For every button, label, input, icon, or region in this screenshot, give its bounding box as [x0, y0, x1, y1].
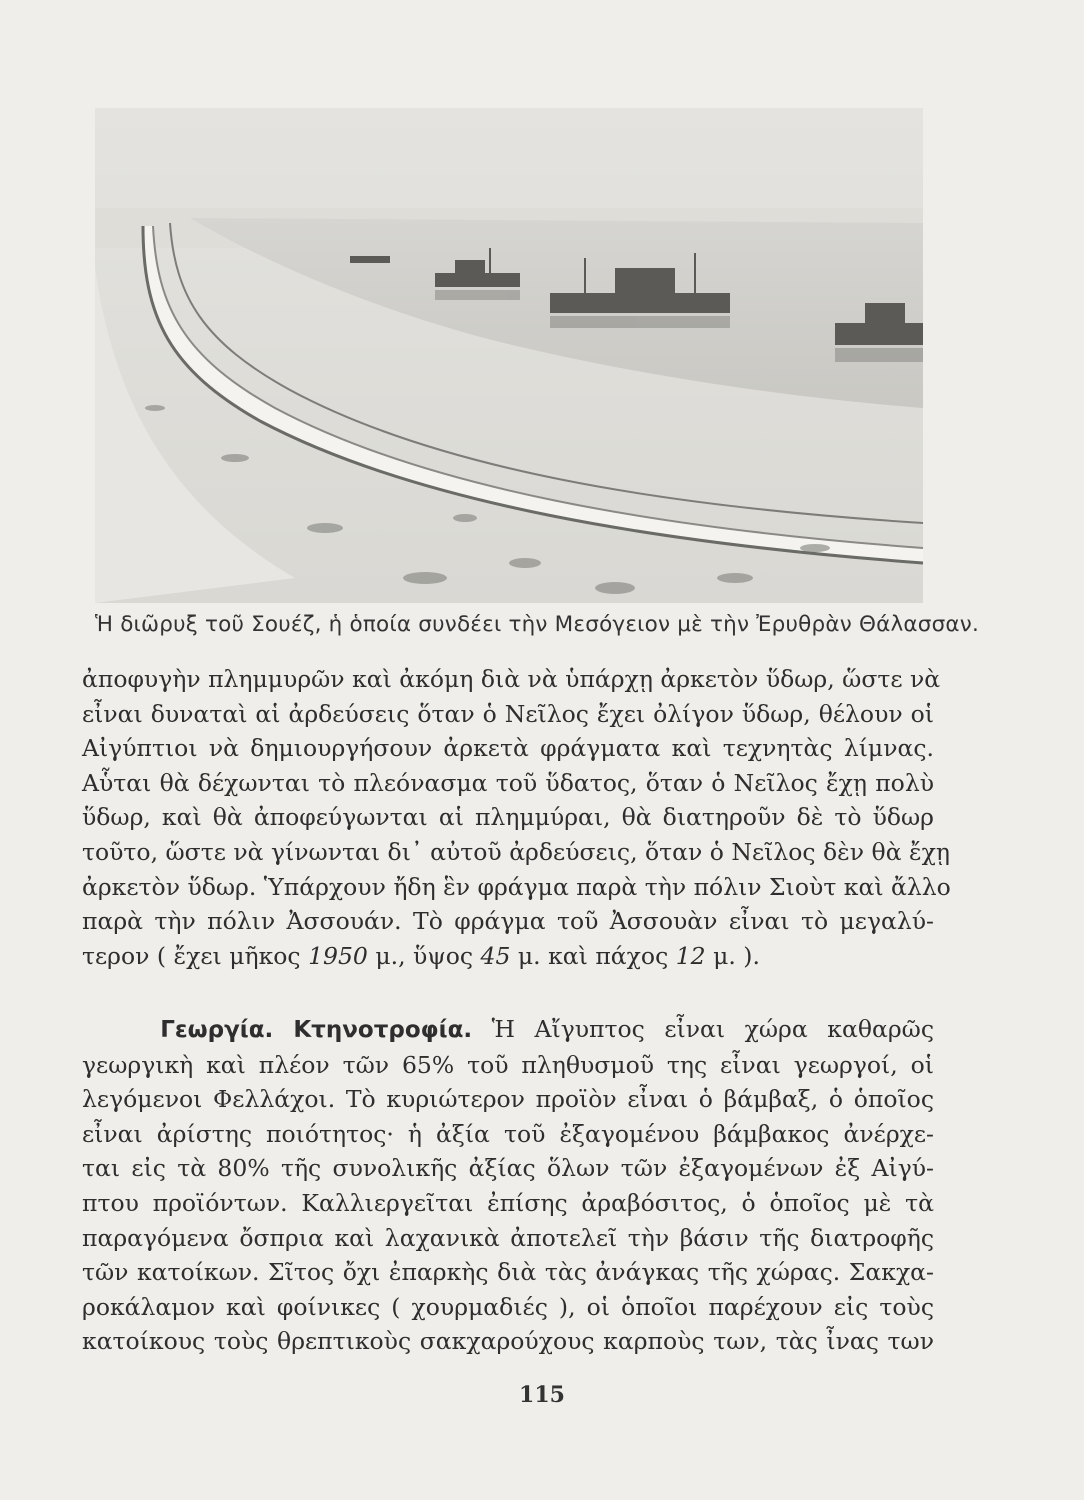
text-fragment: τερον ( ἔχει μῆκος	[82, 941, 309, 970]
paragraph-dams	[82, 662, 951, 973]
text-line: εἶναι δυναταὶ αἱ ἀρδεύσεις ὅταν ὁ Νεῖλος ἔχει ὀλίγον ὕδωρ, θέλουν οἱ	[82, 699, 934, 728]
text-line: τοῦτο, ὥστε νὰ γίνωνται δι᾽ αὐτοῦ ἀρδεύσεις, ὅταν ὁ Νεῖλος δὲν θὰ ἔχῃ	[82, 837, 950, 866]
suez-canal-photo	[95, 108, 923, 603]
text-line: λεγόμενοι Φελλάχοι. Τὸ κυριώτερον προϊὸν εἶναι ὁ βάμβαξ, ὁ ὁποῖος	[82, 1085, 934, 1114]
text-line: ἀρκετὸν ὕδωρ. Ὑπάρχουν ἤδη ἓν φράγμα παρὰ τὴν πόλιν Σιοὺτ καὶ ἄλλο	[82, 872, 951, 901]
dam-thickness-value: 12	[675, 941, 706, 970]
text-line-dimensions	[82, 939, 934, 974]
paragraph-agriculture	[82, 1012, 934, 1359]
text-line: γεωργικὴ καὶ πλέον τῶν 65% τοῦ πληθυσμοῦ της εἶναι γεωργοί, οἱ	[82, 1050, 934, 1079]
text-line: εἶναι ἀρίστης ποιότητος· ἡ ἀξία τοῦ ἐξαγομένου βάμβακος ἀνέρχε-	[82, 1119, 934, 1148]
text-line: ροκάλαμον καὶ φοίνικες ( χουρμαδιές ), οἱ ὁποῖοι παρέχουν εἰς τοὺς	[82, 1292, 934, 1321]
text-line: Αἰγύπτιοι νὰ δημιουργήσουν ἀρκετὰ φράγματα καὶ τεχνητὰς λίμνας.	[82, 734, 934, 763]
text-fragment: μ. ).	[705, 941, 760, 970]
text-line: παραγόμενα ὄσπρια καὶ λαχανικὰ ἀποτελεῖ τὴν βάσιν τῆς διατροφῆς	[82, 1223, 934, 1252]
text-fragment: Ἡ Αἴγυπτος εἶναι χώρα καθαρῶς	[472, 1015, 935, 1043]
text-line: τῶν κατοίκων. Σῖτος ὄχι ἐπαρκὴς διὰ τὰς ἀνάγκας τῆς χώρας. Σακχα-	[82, 1258, 934, 1287]
text-line: ὕδωρ, καὶ θὰ ἀποφεύγωνται αἱ πλημμύραι, θὰ διατηροῦν δὲ τὸ ὕδωρ	[82, 803, 934, 832]
canal-illustration	[95, 108, 923, 603]
dam-height-value: 45	[480, 941, 511, 970]
text-line: κατοίκους τοὺς θρεπτικοὺς σακχαρούχους καρποὺς των, τὰς ἶνας των	[82, 1327, 934, 1356]
text-line: ται εἰς τὰ 80% τῆς συνολικῆς ἀξίας ὅλων τῶν ἐξαγομένων ἐξ Αἰγύ-	[82, 1154, 934, 1183]
text-fragment: μ., ὕψος	[367, 941, 481, 970]
text-line: παρὰ τὴν πόλιν Ἀσσουάν. Τὸ φράγμα τοῦ Ἀσσουὰν εἶναι τὸ μεγαλύ-	[82, 907, 934, 936]
figure-caption: Ἡ διῶρυξ τοῦ Σουέζ, ἡ ὁποία συνδέει τὴν Μεσόγειον μὲ τὴν Ἐρυθρὰν Θάλασσαν.	[95, 612, 980, 637]
text-line: ἀποφυγὴν πλημμυρῶν καὶ ἀκόμη διὰ νὰ ὑπάρχῃ ἀρκετὸν ὕδωρ, ὥστε νὰ	[82, 665, 941, 693]
text-fragment: μ. καὶ πάχος	[510, 941, 676, 970]
text-line: Αὗται θὰ δέχωνται τὸ πλεόνασμα τοῦ ὕδατος, ὅταν ὁ Νεῖλος ἔχῃ πολὺ	[82, 768, 934, 797]
text-line-heading	[82, 1012, 934, 1048]
dam-length-value: 1950	[308, 941, 368, 970]
text-line: πτου προϊόντων. Καλλιεργεῖται ἐπίσης ἀραβόσιτος, ὁ ὁποῖος μὲ τὰ	[82, 1188, 934, 1217]
section-heading: Γεωργία. Κτηνοτροφία.	[160, 1017, 473, 1043]
page-number: 115	[519, 1382, 565, 1408]
